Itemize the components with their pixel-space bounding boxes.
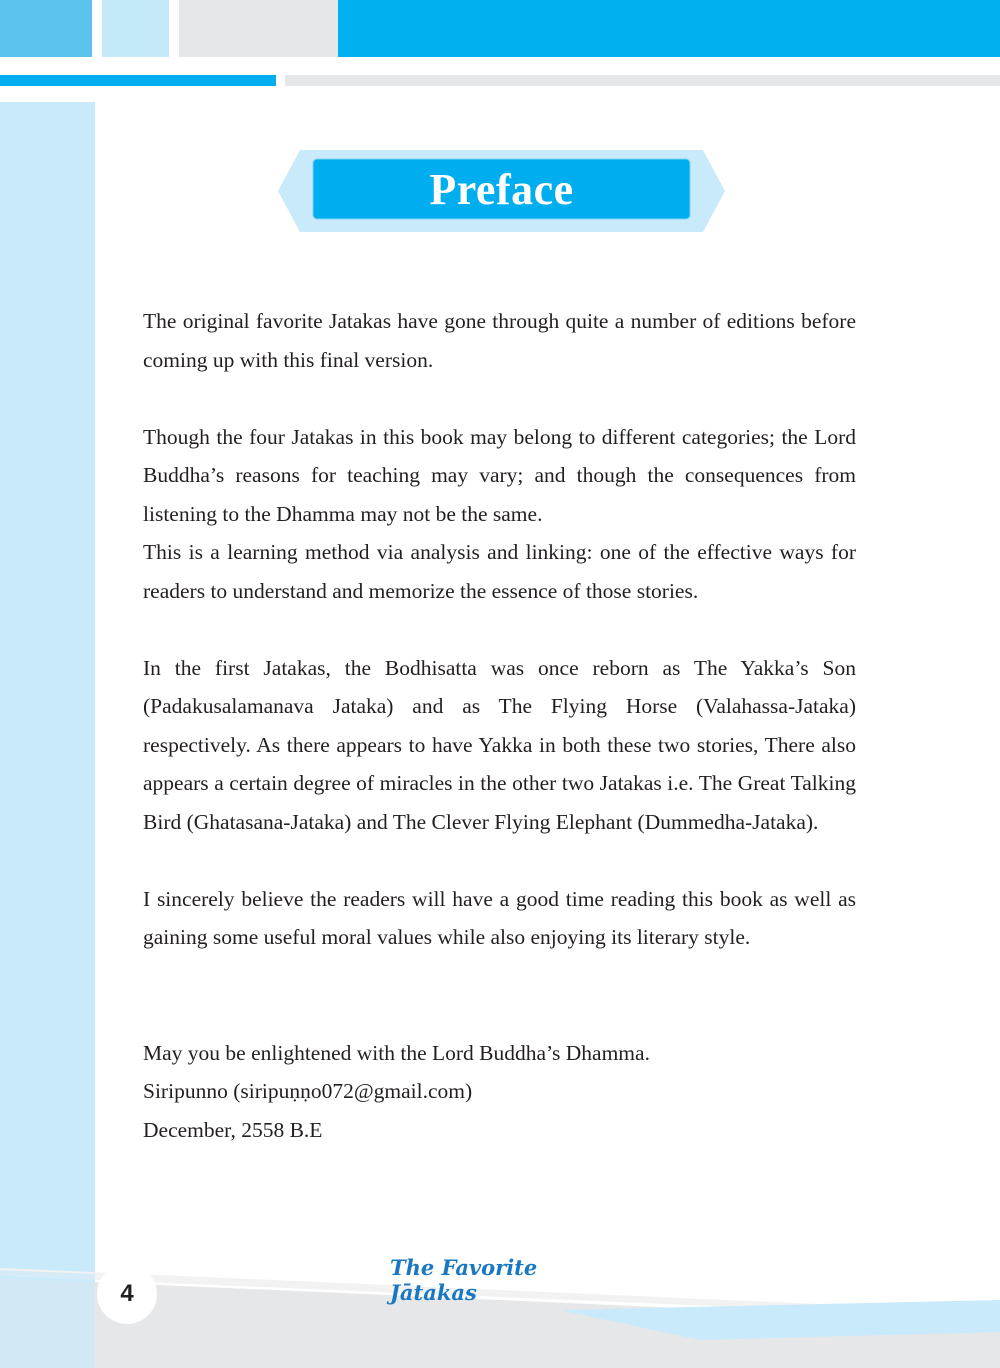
header-bar-blue-right (338, 0, 1000, 57)
paragraph-editions: The original favorite Jatakas have gone through quite a number of editions before coming up with this final version. (143, 309, 856, 372)
title-badge (278, 150, 725, 232)
date-line: December, 2558 B.E (143, 1117, 323, 1142)
header-bar-blue-left (0, 0, 92, 57)
blessing-line: May you be enlightened with the Lord Buddha’s Dhamma. (143, 1040, 650, 1065)
header-bar-grey (179, 0, 338, 57)
paragraph-first-jatakas: In the first Jatakas, the Bodhisatta was once reborn as The Yakka’s Son (Padakusalamanava Jataka) and as The Flying Horse (Valahassa-Jataka) respectively. As there appears to have Yakka in both these two stories, There also appears a certain degree of miracles in the other two Jatakas i.e. The Great Talking Bird (Ghatasana-Jataka) and The Clever Flying Elephant (Dummedha-Jataka). (143, 655, 856, 834)
header-bar-light-blue (102, 0, 169, 57)
paragraph-learning-method: This is a learning method via analysis and linking: one of the effective ways for readers to understand and memorize the essence of those stories. (143, 540, 856, 603)
page-number: 4 (97, 1264, 157, 1324)
header-rule-blue (0, 75, 276, 86)
page-title: Preface (429, 164, 574, 214)
paragraph-belief: I sincerely believe the readers will have a good time reading this book as well as gaining some useful moral values while also enjoying its literary style. (143, 886, 856, 949)
author-line: Siripunno (siripuṇṇo072@gmail.com) (143, 1079, 473, 1103)
preface-body (143, 302, 856, 1149)
paragraph-categories: Though the four Jatakas in this book may belong to different categories; the Lord Buddha’s reasons for teaching may vary; and though the consequences from listening to the Dhamma may not be the same. (143, 424, 856, 526)
side-panel (0, 102, 95, 1368)
footer-book-title: The Favorite Jātakas (390, 1255, 538, 1305)
header-rule-grey (285, 75, 1000, 86)
